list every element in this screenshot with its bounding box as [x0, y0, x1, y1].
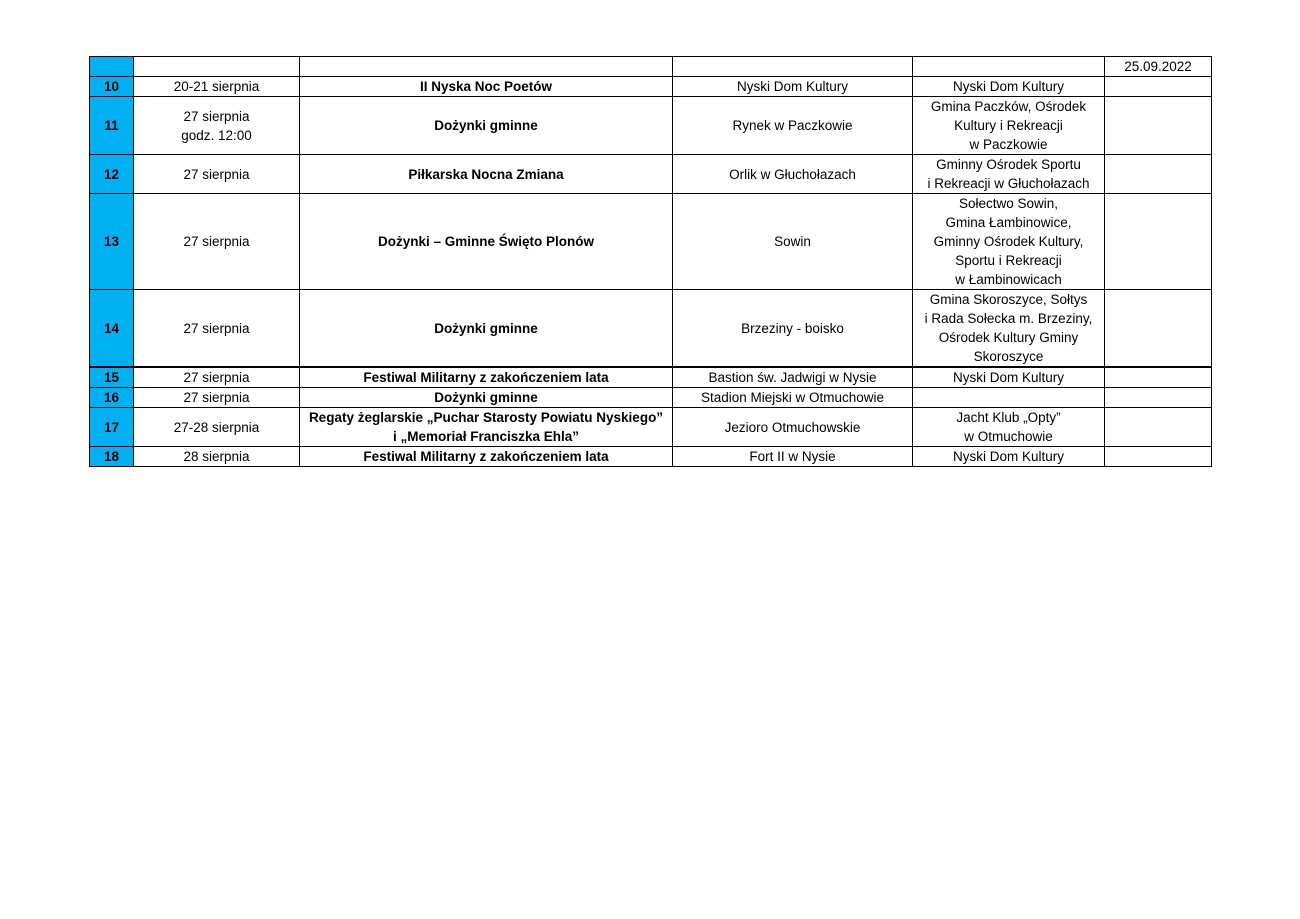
organizer-cell-line: Gmina Łambinowice, — [945, 215, 1072, 230]
title-cell — [300, 57, 673, 77]
title-cell — [300, 77, 673, 97]
place-cell — [673, 155, 913, 194]
number-cell — [90, 388, 134, 408]
title-cell-line: Regaty żeglarskie „Puchar Starosty Powiatu Nyskiego” — [308, 410, 664, 425]
number-cell-line: 10 — [103, 79, 120, 94]
organizer-cell — [913, 77, 1105, 97]
date-cell — [134, 194, 300, 290]
organizer-cell-line: Nyski Dom Kultury — [952, 449, 1065, 464]
organizer-cell-line: Nyski Dom Kultury — [952, 370, 1065, 385]
title-cell-line: Festiwal Militarny z zakończeniem lata — [363, 449, 609, 464]
number-cell-line: 13 — [103, 234, 120, 249]
number-cell — [90, 367, 134, 388]
place-cell — [673, 194, 913, 290]
place-cell — [673, 290, 913, 368]
table-row — [90, 408, 1212, 447]
number-cell-line: 17 — [103, 419, 120, 435]
organizer-cell-line: Sportu i Rekreacji — [955, 253, 1062, 268]
date-cell — [134, 57, 300, 77]
extra-cell — [1105, 408, 1212, 447]
place-cell — [673, 367, 913, 388]
date-cell — [134, 290, 300, 368]
date-cell — [134, 155, 300, 194]
organizer-cell-line: Gmina Skoroszyce, Sołtys — [929, 292, 1088, 307]
table-row — [90, 155, 1212, 194]
organizer-cell-line: Ośrodek Kultury Gminy — [938, 330, 1079, 345]
title-cell-line: II Nyska Noc Poetów — [419, 79, 553, 94]
number-cell-line: 14 — [103, 320, 120, 336]
organizer-cell-line: w Paczkowie — [969, 137, 1048, 152]
organizer-cell-line: Skoroszyce — [973, 349, 1044, 364]
date-cell-line: 27 sierpnia — [183, 320, 250, 336]
organizer-cell — [913, 97, 1105, 155]
date-cell-line: 27 sierpnia — [183, 108, 250, 124]
number-cell-line: 15 — [103, 370, 120, 385]
title-cell — [300, 388, 673, 408]
extra-cell — [1105, 155, 1212, 194]
place-cell-line: Brzeziny - boisko — [741, 320, 844, 336]
place-cell — [673, 57, 913, 77]
organizer-cell-line: Jacht Klub „Opty” — [956, 410, 1061, 425]
place-cell — [673, 77, 913, 97]
table-row — [90, 77, 1212, 97]
number-cell — [90, 290, 134, 368]
place-cell-line: Bastion św. Jadwigi w Nysie — [708, 370, 877, 385]
place-cell-line: Rynek w Paczkowie — [732, 118, 853, 133]
organizer-cell-line: Gmina Paczków, Ośrodek — [930, 99, 1087, 114]
date-cell — [134, 367, 300, 388]
organizer-cell-line: Gminny Ośrodek Sportu — [936, 157, 1081, 172]
table-row — [90, 290, 1212, 368]
header-date: 25.09.2022 — [1105, 57, 1212, 77]
title-cell — [300, 367, 673, 388]
title-cell — [300, 447, 673, 467]
place-cell-line: Jezioro Otmuchowskie — [724, 419, 861, 435]
date-cell-line: godz. 12:00 — [181, 127, 252, 143]
place-cell — [673, 408, 913, 447]
table-row — [90, 97, 1212, 155]
date-cell-line: 27 sierpnia — [183, 166, 250, 182]
date-cell-line: 20-21 sierpnia — [173, 79, 260, 94]
number-cell — [90, 97, 134, 155]
date-cell-line: 27 sierpnia — [183, 370, 250, 385]
title-cell-line: Dożynki gminne — [434, 118, 538, 133]
number-cell — [90, 77, 134, 97]
date-cell-line: 27-28 sierpnia — [173, 419, 260, 435]
organizer-cell-line: i Rada Sołecka m. Brzeziny, — [924, 311, 1093, 326]
number-cell — [90, 447, 134, 467]
extra-cell — [1105, 447, 1212, 467]
organizer-cell-line: Nyski Dom Kultury — [952, 79, 1065, 94]
date-cell — [134, 97, 300, 155]
table-body — [90, 57, 1212, 467]
number-cell — [90, 57, 134, 77]
date-cell — [134, 388, 300, 408]
place-cell — [673, 97, 913, 155]
place-cell-line: Nyski Dom Kultury — [736, 79, 849, 94]
organizer-cell-line: w Łambinowicach — [955, 272, 1062, 287]
place-cell — [673, 388, 913, 408]
title-cell — [300, 290, 673, 368]
place-cell-line: Fort II w Nysie — [749, 449, 836, 464]
number-cell-line: 18 — [103, 449, 120, 464]
extra-cell — [1105, 194, 1212, 290]
date-cell — [134, 77, 300, 97]
title-cell-line: Dożynki – Gminne Święto Plonów — [377, 234, 595, 249]
title-cell — [300, 408, 673, 447]
organizer-cell — [913, 290, 1105, 368]
number-cell — [90, 155, 134, 194]
place-cell-line: Orlik w Głuchołazach — [729, 166, 856, 182]
organizer-cell — [913, 57, 1105, 77]
number-cell-line: 11 — [104, 118, 119, 133]
table-row — [90, 388, 1212, 408]
organizer-cell-line: Sołectwo Sowin, — [958, 196, 1059, 211]
title-cell-line: i „Memoriał Franciszka Ehla” — [392, 429, 580, 444]
place-cell-line: Stadion Miejski w Otmuchowie — [700, 390, 885, 405]
organizer-cell — [913, 388, 1105, 408]
title-cell-line: Festiwal Militarny z zakończeniem lata — [363, 370, 609, 385]
title-cell — [300, 155, 673, 194]
number-cell-line: 12 — [103, 166, 120, 182]
place-cell — [673, 447, 913, 467]
table-row-header — [90, 57, 1212, 77]
table-row — [90, 194, 1212, 290]
title-cell — [300, 194, 673, 290]
title-cell-line: Piłkarska Nocna Zmiana — [408, 166, 564, 182]
table-row — [90, 447, 1212, 467]
organizer-cell — [913, 194, 1105, 290]
extra-cell — [1105, 388, 1212, 408]
title-cell-line: Dożynki gminne — [434, 320, 538, 336]
organizer-cell-line: Kultury i Rekreacji — [954, 118, 1063, 133]
place-cell-line: Sowin — [774, 234, 811, 249]
organizer-cell — [913, 447, 1105, 467]
events-table — [89, 56, 1212, 467]
date-cell — [134, 408, 300, 447]
number-cell-line: 16 — [103, 390, 120, 405]
organizer-cell — [913, 367, 1105, 388]
extra-cell — [1105, 290, 1212, 368]
extra-cell — [1105, 367, 1212, 388]
number-cell — [90, 408, 134, 447]
number-cell — [90, 194, 134, 290]
organizer-cell — [913, 155, 1105, 194]
title-cell-line: Dożynki gminne — [434, 390, 538, 405]
organizer-cell — [913, 408, 1105, 447]
extra-cell — [1105, 77, 1212, 97]
organizer-cell-line: i Rekreacji w Głuchołazach — [927, 176, 1090, 191]
table-row — [90, 367, 1212, 388]
date-cell-line: 28 sierpnia — [183, 449, 250, 464]
date-cell-line: 27 sierpnia — [183, 234, 250, 249]
extra-cell — [1105, 97, 1212, 155]
organizer-cell-line: Gminny Ośrodek Kultury, — [933, 234, 1084, 249]
date-cell-line: 27 sierpnia — [183, 390, 250, 405]
date-cell — [134, 447, 300, 467]
organizer-cell-line: w Otmuchowie — [964, 429, 1053, 444]
title-cell — [300, 97, 673, 155]
